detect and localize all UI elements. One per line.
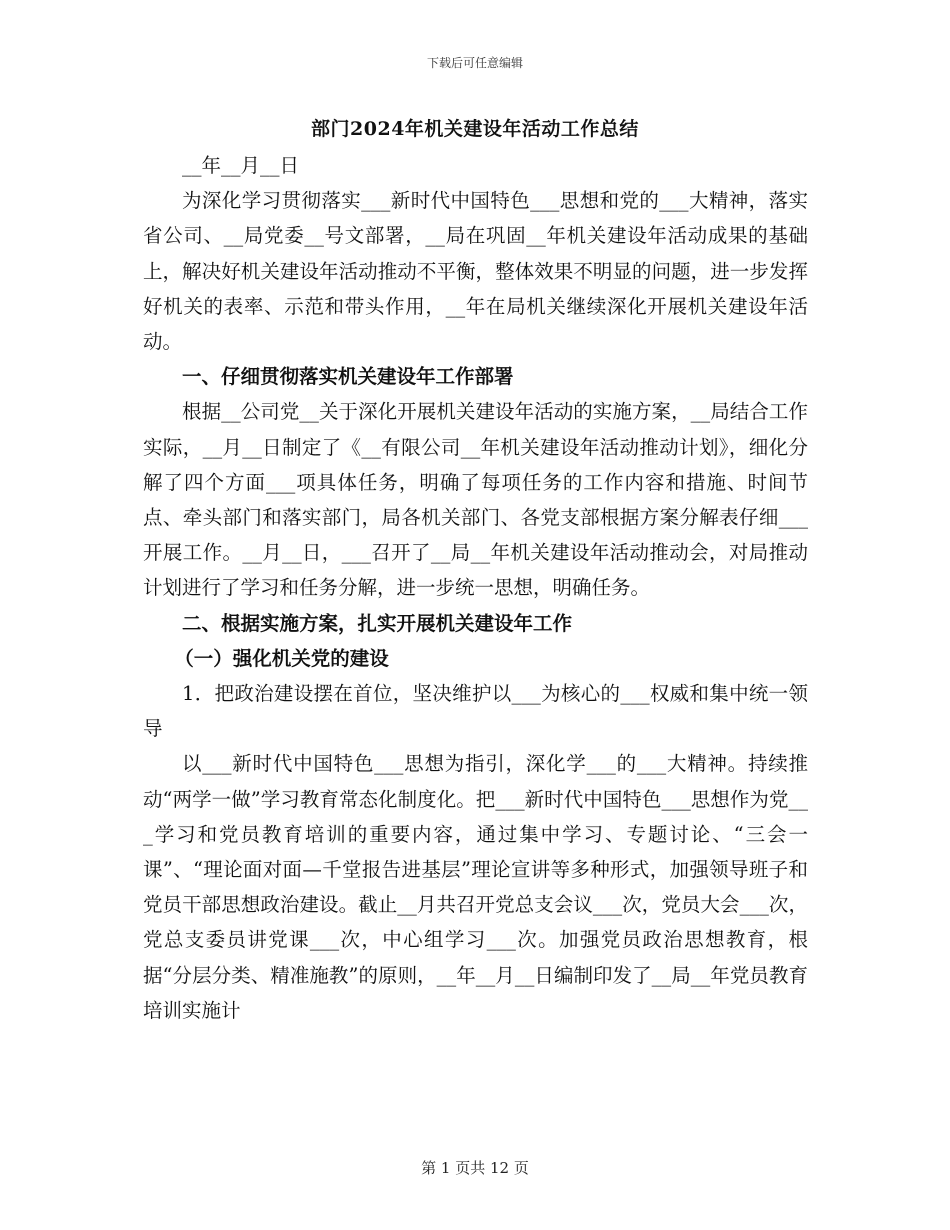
paragraph-section-1: 根据__公司党__关于深化开展机关建设年活动的实施方案，__局结合工作实际，__月__日制定了《__有限公司__年机关建设年活动推动计划》，细化分解了四个方面___项具体任务，明确了每项任务的工作内容和措施、时间节点、牵头部门和落实部门，局各机关部门、各党支部根据方案分解表仔细___开展工作。__月__日，___召开了__局__年机关建设年活动推动会，对局推动计划进行了学习和任务分解，进一步统一思想，明确任务。: [143, 400, 808, 600]
document-body: [143, 148, 808, 1028]
document-title: 部门2024年机关建设年活动工作总结: [311, 118, 639, 140]
download-note: 下载后可任意编辑: [426, 56, 523, 70]
date-line: __年__月__日: [182, 154, 300, 177]
page-number: 第 1 页共 12 页: [421, 1159, 529, 1177]
section-heading-2: 二、根据实施方案，扎实开展机关建设年工作: [182, 611, 573, 635]
paragraph-intro: 为深化学习贯彻落实___新时代中国特色___思想和党的___大精神，落实省公司、__局党委__号文部署，__局在巩固__年机关建设年活动成果的基础上，解决好机关建设年活动推动不平衡，整体效果不明显的问题，进一步发挥好机关的表率、示范和带头作用，__年在局机关继续深化开展机关建设年活动。: [143, 189, 808, 354]
paragraph-item-1: 以___新时代中国特色___思想为指引，深化学___的___大精神。持续推动“两学一做”学习教育常态化制度化。把___新时代中国特色___思想作为党___学习和党员教育培训的重要内容，通过集中学习、专题讨论、“三会一课”、“理论面对面—千堂报告进基层”理论宣讲等多种形式，加强领导班子和党员干部思想政治建设。截止__月共召开党总支会议___次，党员大会___次，党总支委员讲党课___次，中心组学习___次。加强党员政治思想教育，根据“分层分类、精准施教”的原则，__年__月__日编制印发了__局__年党员教育培训实施计: [143, 752, 808, 1022]
list-item-1: 1．把政治建设摆在首位，坚决维护以___为核心的___权威和集中统一领导: [143, 682, 808, 741]
subsection-heading-1: （一）强化机关党的建设: [174, 646, 389, 670]
section-heading-1: 一、仔细贯彻落实机关建设年工作部署: [182, 365, 514, 389]
